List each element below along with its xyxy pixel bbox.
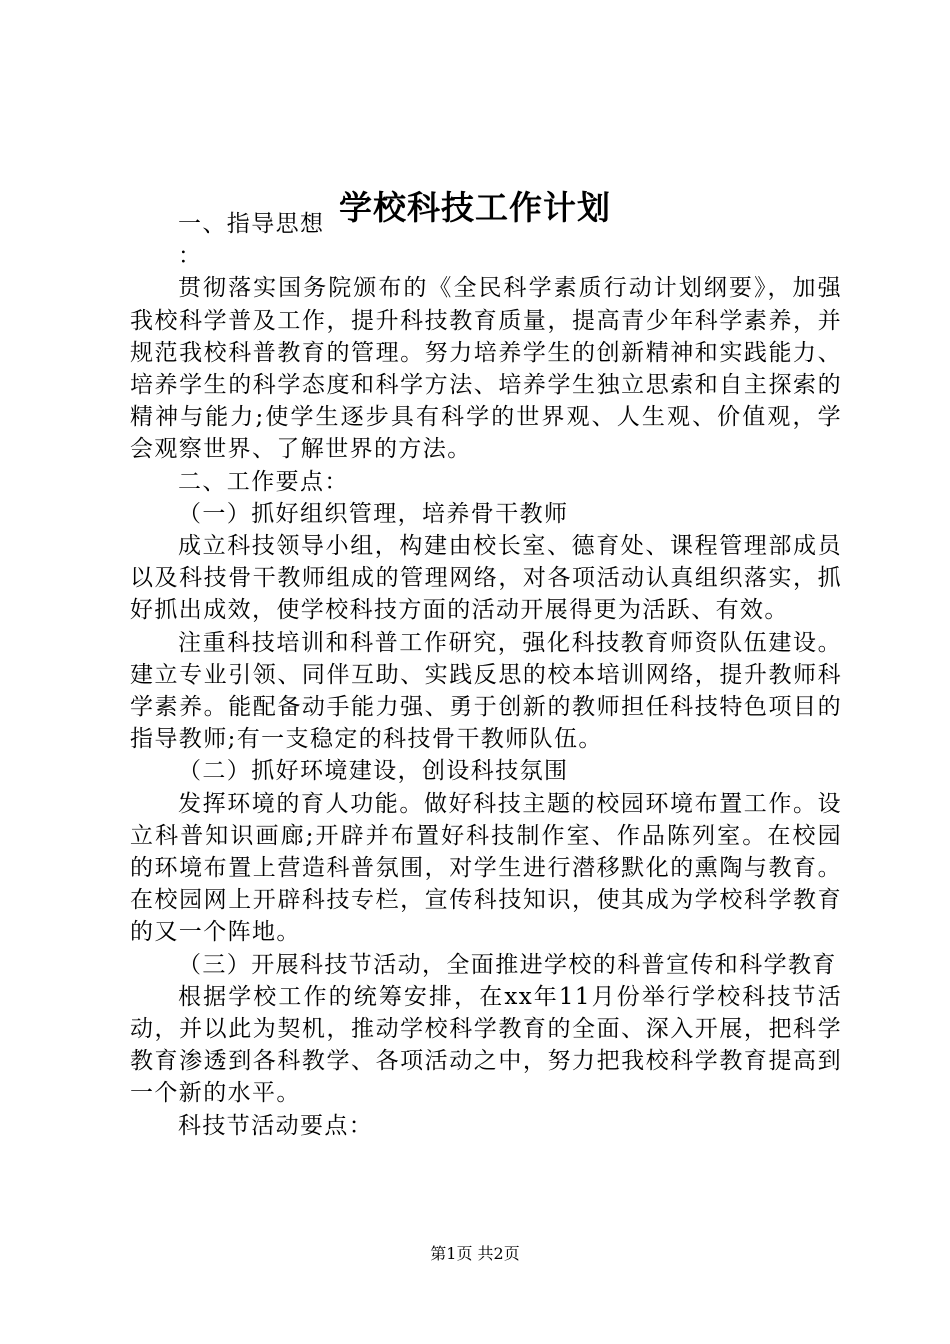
section-heading-guiding-ideology: [130, 208, 842, 240]
paragraph-5: 根据学校工作的统筹安排，在xx年11月份举行学校科技节活动，并以此为契机，推动学校科学教育的全面、深入开展，把科学教育渗透到各科教学、各项活动之中，努力把我校科学教育提高到一个新的水平。: [130, 983, 842, 1107]
paragraph-3: 注重科技培训和科普工作研究，强化科技教育师资队伍建设。建立专业引领、同伴互助、实践反思的校本培训网络，提升教师科学素养。能配备动手能力强、勇于创新的教师担任科技特色项目的指导教师;有一支稳定的科技骨干教师队伍。: [130, 629, 842, 753]
subsection-heading-3: （三）开展科技节活动，全面推进学校的科普宣传和科学教育: [178, 951, 837, 978]
paragraph-4: 发挥环境的育人功能。做好科技主题的校园环境布置工作。设立科普知识画廊;开辟并布置好科技制作室、作品陈列室。在校园的环境布置上营造科普氛围，对学生进行潜移默化的熏陶与教育。在校园网上开辟科技专栏，宣传科技知识，使其成为学校科学教育的又一个阵地。: [130, 790, 842, 946]
paragraph-1: 贯彻落实国务院颁布的《全民科学素质行动计划纲要》，加强我校科学普及工作，提升科技教育质量，提高青少年科学素养，并规范我校科普教育的管理。努力培养学生的创新精神和实践能力、培养学生的科学态度和科学方法、培养学生独立思索和自主探索的精神与能力;使学生逐步具有科学的世界观、人生观、价值观，学会观察世界、了解世界的方法。: [130, 275, 842, 463]
section-heading-work-points: 二、工作要点：: [178, 468, 349, 495]
section-heading-colon: [130, 240, 842, 272]
paragraph-6: 科技节活动要点：: [178, 1112, 374, 1139]
paragraph-2: 成立科技领导小组，构建由校长室、德育处、课程管理部成员以及科技骨干教师组成的管理网络，对各项活动认真组织落实，抓好抓出成效，使学校科技方面的活动开展得更为活跃、有效。: [130, 533, 842, 624]
section1-colon-text: ：: [178, 243, 203, 270]
section1-heading-text: 一、指导思想: [178, 211, 325, 237]
subsection-heading-2: （二）抓好环境建设，创设科技氛围: [178, 758, 569, 785]
document-title: 学校科技工作计划: [339, 188, 611, 227]
subsection-heading-1: （一）抓好组织管理，培养骨干教师: [178, 500, 569, 527]
document-body: [130, 208, 842, 1142]
page-footer: 第1页 共2页: [430, 1244, 520, 1263]
